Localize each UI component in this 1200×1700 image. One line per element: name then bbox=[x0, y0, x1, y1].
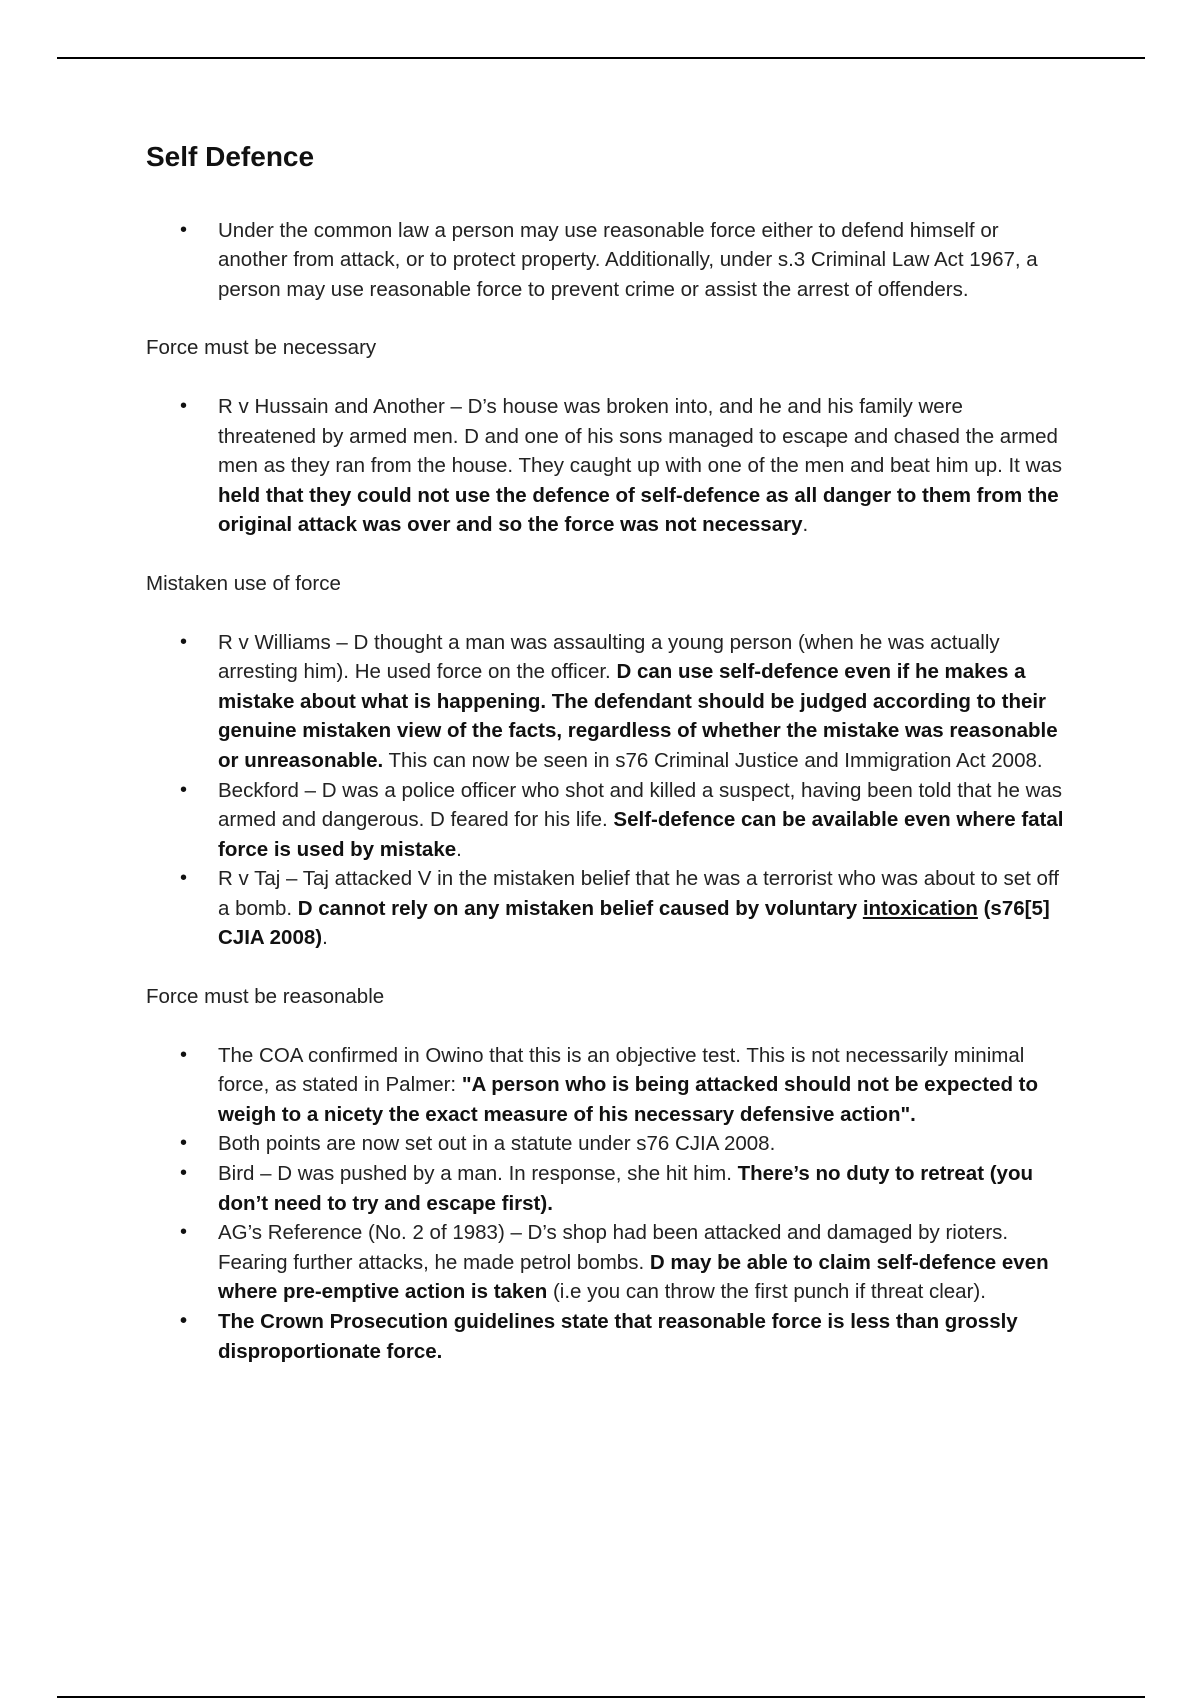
section-list bbox=[146, 392, 1066, 540]
item-text-bold: There’s no duty to retreat (you don’t need to try and escape first). bbox=[218, 1162, 1033, 1215]
item-text: . bbox=[322, 926, 328, 950]
footer-rule bbox=[57, 1696, 1145, 1698]
item-text: . bbox=[802, 513, 809, 537]
list-item bbox=[146, 1307, 1066, 1366]
item-text-bold: The Crown Prosecution guidelines state that reasonable force is less than grossly disproportionate force. bbox=[218, 1310, 1018, 1363]
item-text: Under the common law a person may use reasonable force either to defend himself or another from attack, or to protect property. Additionally, under s.3 Criminal Law Act 1967, a person may use reasonable force to prevent crime or assist the arrest of offenders. bbox=[218, 218, 1038, 301]
item-text: R v Williams – D thought a man was assaulting a young person (when he was actually arresting him). He used force on the officer. bbox=[218, 630, 1000, 684]
item-text-underlined: intoxication bbox=[862, 896, 978, 920]
bullet-icon: • bbox=[180, 1310, 188, 1332]
item-text: (i.e you can throw the first punch if threat clear). bbox=[547, 1280, 986, 1304]
section-list bbox=[146, 628, 1066, 954]
bullet-icon: • bbox=[180, 630, 188, 653]
section-heading: Mistaken use of force bbox=[146, 571, 341, 595]
bullet-icon: • bbox=[180, 867, 188, 890]
bullet-icon: • bbox=[180, 1221, 188, 1244]
item-text-bold: D cannot rely on any mistaken belief caused by voluntary bbox=[297, 896, 863, 920]
bullet-icon: • bbox=[180, 394, 188, 417]
list-item bbox=[146, 1129, 1066, 1159]
bullet-icon: • bbox=[180, 1162, 188, 1185]
bullet-icon: • bbox=[180, 1132, 188, 1155]
intro-list bbox=[146, 216, 1066, 305]
list-item bbox=[146, 1218, 1066, 1307]
item-text-bold: D may be able to claim self-defence even where pre-emptive action is taken bbox=[218, 1250, 1049, 1304]
item-text: This can now be seen in s76 Criminal Justice and Immigration Act 2008. bbox=[383, 748, 1043, 772]
item-text-bold: Self-defence can be available even where fatal force is used by mistake bbox=[218, 808, 1064, 861]
bullet-icon: • bbox=[180, 778, 188, 801]
item-text-bold: "A person who is being attacked should not be expected to weigh to a nicety the exact measure of his necessary defensive action". bbox=[218, 1073, 1039, 1126]
item-text-bold: D can use self-defence even if he makes a mistake about what is happening. The defendant should be judged according to their genuine mistaken view of the facts, regardless of whether the mistake was reasonable or unreasonable. bbox=[218, 660, 1058, 772]
item-text: . bbox=[456, 837, 462, 861]
item-text: R v Taj – Taj attacked V in the mistaken belief that he was a terrorist who was about to set off a bomb. bbox=[218, 867, 1059, 920]
list-item bbox=[146, 1041, 1066, 1130]
section-list bbox=[146, 1041, 1066, 1367]
item-text-bold: held that they could not use the defence of self-defence as all danger to them from the original attack was over and so the force was not necessary bbox=[218, 483, 1059, 537]
item-text: Bird – D was pushed by a man. In response, she hit him. bbox=[218, 1162, 738, 1186]
list-item bbox=[146, 392, 1066, 540]
list-item bbox=[146, 776, 1066, 865]
item-text-bold: (s76[5] CJIA 2008) bbox=[218, 896, 1050, 950]
bullet-icon: • bbox=[180, 1043, 188, 1066]
item-text: Both points are now set out in a statute under s76 CJIA 2008. bbox=[218, 1132, 776, 1156]
list-item bbox=[146, 1159, 1066, 1218]
list-item bbox=[146, 864, 1066, 953]
header-rule bbox=[57, 57, 1145, 59]
item-text: AG’s Reference (No. 2 of 1983) – D’s shop had been attacked and damaged by rioters. Fearing further attacks, he made petrol bombs. bbox=[218, 1221, 1009, 1274]
section-heading: Force must be necessary bbox=[146, 336, 377, 360]
document-page bbox=[146, 140, 1066, 1366]
list-item bbox=[146, 628, 1066, 776]
list-item bbox=[146, 216, 1066, 305]
item-text: The COA confirmed in Owino that this is an objective test. This is not necessarily minimal force, as stated in Palmer: bbox=[218, 1043, 1025, 1097]
page-title: Self Defence bbox=[146, 141, 315, 172]
item-text: Beckford – D was a police officer who shot and killed a suspect, having been told that he was armed and dangerous. D feared for his life. bbox=[218, 778, 1063, 832]
section-heading: Force must be reasonable bbox=[146, 985, 385, 1009]
bullet-icon: • bbox=[180, 218, 188, 241]
item-text: R v Hussain and Another – D’s house was broken into, and he and his family were threatened by armed men. D and one of his sons managed to escape and chased the armed men as they ran from the house. They caught up with one of the men and beat him up. It was bbox=[218, 394, 1063, 478]
